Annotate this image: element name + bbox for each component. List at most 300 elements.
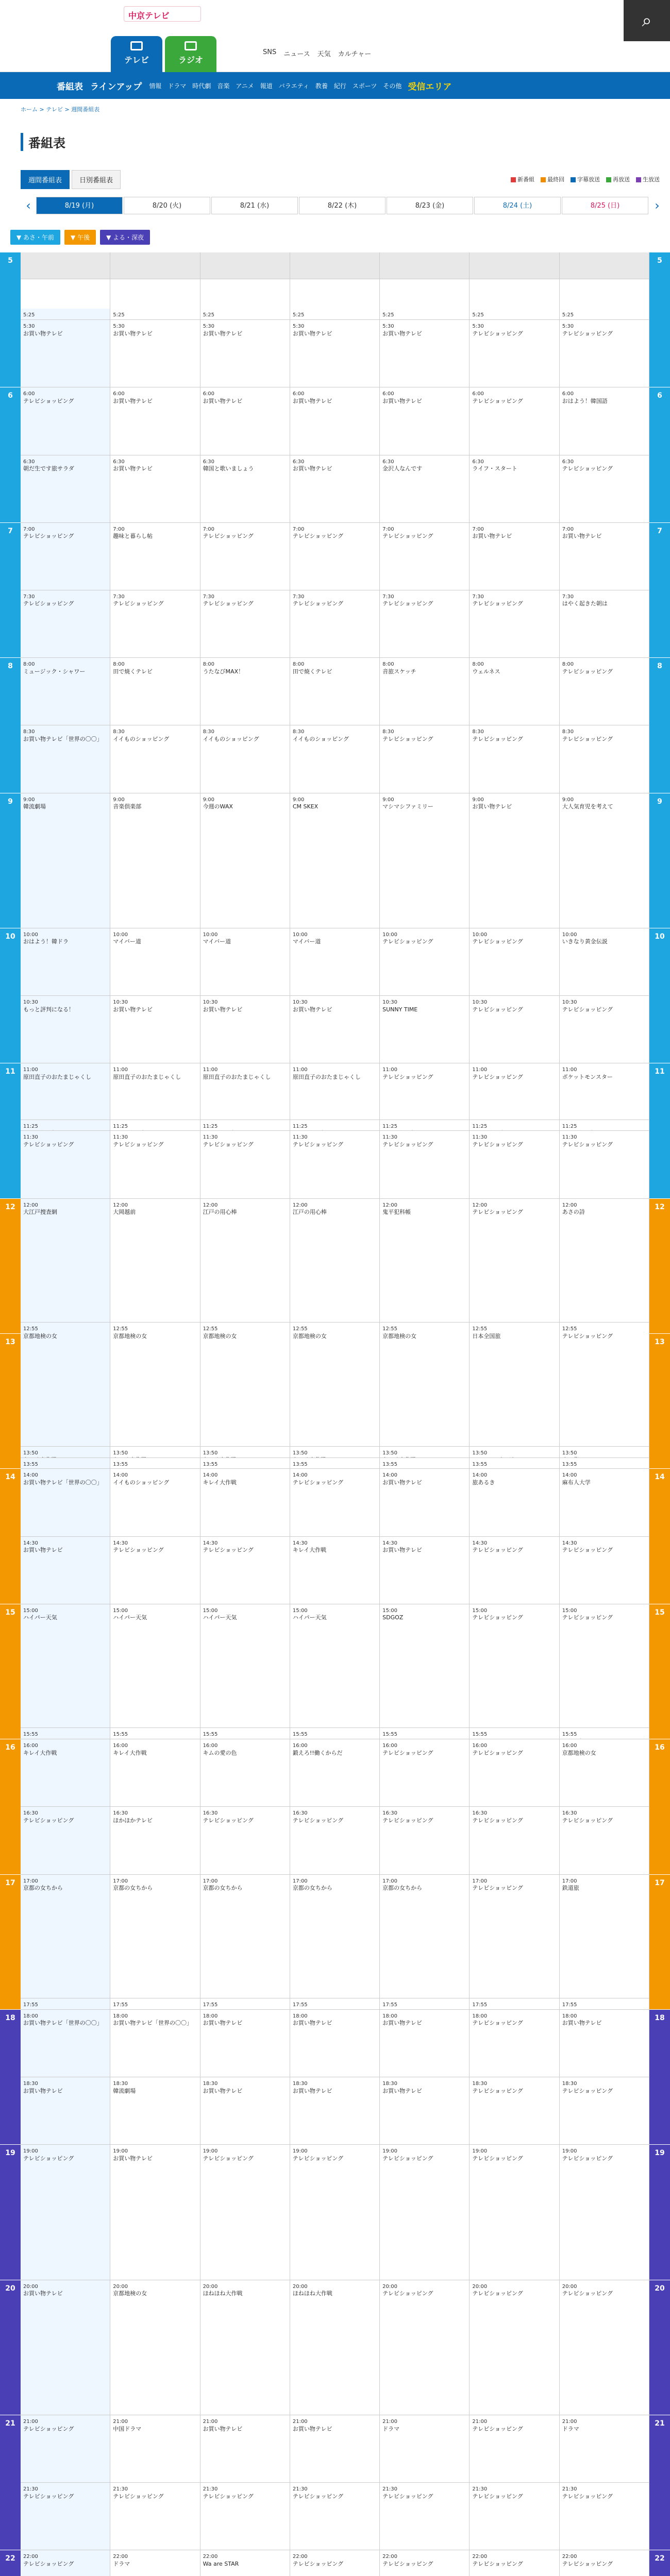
program-cell[interactable] xyxy=(470,1447,559,1458)
program-cell[interactable] xyxy=(200,2280,290,2415)
program-cell[interactable] xyxy=(110,2145,199,2280)
program-cell[interactable] xyxy=(200,1323,290,1447)
nav-item-6[interactable]: アニメ xyxy=(236,82,254,90)
program-cell[interactable] xyxy=(200,658,290,725)
program-cell[interactable] xyxy=(21,1469,110,1536)
tab-weekly[interactable]: 週間番組表 xyxy=(21,170,70,189)
program-cell[interactable] xyxy=(290,590,379,658)
program-cell[interactable] xyxy=(200,1728,290,1739)
program-cell[interactable] xyxy=(380,1728,469,1739)
program-cell[interactable] xyxy=(21,1807,110,1874)
program-cell[interactable] xyxy=(560,1120,649,1131)
program-cell[interactable] xyxy=(200,1537,290,1604)
program-time: 21:30 xyxy=(472,2486,488,2493)
program-cell[interactable] xyxy=(380,320,469,387)
program-cell[interactable] xyxy=(290,1739,379,1807)
program-cell[interactable] xyxy=(110,2550,199,2576)
nav-item-7[interactable]: 報道 xyxy=(260,82,273,90)
program-cell[interactable] xyxy=(110,2483,199,2550)
program-title: お買い物テレビ xyxy=(113,1006,153,1013)
program-cell[interactable] xyxy=(21,2415,110,2483)
program-title: キレイ大作戦 xyxy=(203,1479,237,1486)
program-cell[interactable] xyxy=(200,320,290,387)
program-cell[interactable] xyxy=(110,1063,199,1120)
program-cell[interactable] xyxy=(110,1728,199,1739)
program-cell[interactable] xyxy=(470,2010,559,2077)
program-cell[interactable] xyxy=(380,1604,469,1728)
nav-item-1[interactable]: ラインアップ xyxy=(90,81,142,92)
program-time: 19:00 xyxy=(23,2148,38,2155)
program-cell[interactable] xyxy=(380,1739,469,1807)
program-cell[interactable] xyxy=(110,1131,199,1198)
program-cell[interactable] xyxy=(200,1469,290,1536)
program-title: テレビショッピング xyxy=(203,2155,254,2162)
program-cell[interactable] xyxy=(110,996,199,1063)
program-cell[interactable] xyxy=(380,1323,469,1447)
program-cell[interactable] xyxy=(200,1447,290,1458)
program-title: おはよう！韓国語 xyxy=(562,397,608,404)
program-cell[interactable] xyxy=(110,1807,199,1874)
program-cell[interactable] xyxy=(290,1199,379,1323)
program-cell[interactable] xyxy=(560,725,649,793)
program-cell[interactable] xyxy=(110,725,199,793)
program-cell[interactable] xyxy=(110,2415,199,2483)
program-cell[interactable] xyxy=(290,1063,379,1120)
program-cell[interactable] xyxy=(21,1537,110,1604)
program-cell[interactable] xyxy=(560,793,649,928)
program-cell[interactable] xyxy=(560,590,649,658)
program-cell[interactable] xyxy=(110,309,199,320)
program-cell[interactable] xyxy=(380,1537,469,1604)
program-cell[interactable] xyxy=(200,725,290,793)
program-cell[interactable] xyxy=(380,309,469,320)
program-cell[interactable] xyxy=(380,1120,469,1131)
program-cell[interactable] xyxy=(21,1063,110,1120)
program-title: お買い物テレビ xyxy=(203,330,243,337)
program-cell[interactable] xyxy=(110,523,199,590)
program-cell[interactable] xyxy=(470,1120,559,1131)
program-cell[interactable] xyxy=(290,1604,379,1728)
program-cell[interactable] xyxy=(200,1120,290,1131)
program-cell[interactable] xyxy=(200,2010,290,2077)
program-cell[interactable] xyxy=(290,1120,379,1131)
program-cell[interactable] xyxy=(21,1131,110,1198)
program-cell[interactable] xyxy=(380,1131,469,1198)
program-cell[interactable] xyxy=(200,2550,290,2576)
program-cell[interactable] xyxy=(21,523,110,590)
program-cell[interactable] xyxy=(290,320,379,387)
program-cell[interactable] xyxy=(110,793,199,928)
nav-item-0[interactable]: 番組表 xyxy=(57,81,83,92)
program-cell[interactable] xyxy=(290,2145,379,2280)
program-cell[interactable] xyxy=(200,387,290,455)
day-tab-6[interactable]: 8/25 (日) xyxy=(562,197,648,214)
program-cell[interactable] xyxy=(560,1728,649,1739)
program-cell[interactable] xyxy=(470,2483,559,2550)
program-cell[interactable] xyxy=(110,1323,199,1447)
program-cell[interactable] xyxy=(470,1875,559,1999)
program-cell[interactable] xyxy=(21,996,110,1063)
program-cell[interactable] xyxy=(380,1807,469,1874)
program-cell[interactable] xyxy=(290,725,379,793)
top-link-culture[interactable]: カルチャー xyxy=(338,50,372,58)
time-jump-1[interactable]: ▼ 午後 xyxy=(64,230,96,245)
program-cell[interactable] xyxy=(470,2280,559,2415)
program-cell[interactable] xyxy=(200,590,290,658)
day-tab-4[interactable]: 8/23 (金) xyxy=(387,197,473,214)
program-cell[interactable] xyxy=(110,1537,199,1604)
program-cell[interactable] xyxy=(21,1323,110,1447)
program-cell[interactable] xyxy=(110,320,199,387)
top-link-sns[interactable]: SNS xyxy=(263,48,277,56)
program-time: 7:00 xyxy=(382,526,394,532)
program-cell[interactable] xyxy=(200,1458,290,1469)
program-cell[interactable] xyxy=(560,1875,649,1999)
program-cell[interactable] xyxy=(21,1120,110,1131)
program-cell[interactable] xyxy=(560,320,649,387)
program-cell[interactable] xyxy=(290,1469,379,1536)
program-time: 21:30 xyxy=(292,2486,308,2493)
nav-item-9[interactable]: 教養 xyxy=(315,82,328,90)
program-cell[interactable] xyxy=(200,2415,290,2483)
day-tab-1[interactable]: 8/20 (火) xyxy=(124,197,210,214)
program-cell[interactable] xyxy=(290,2483,379,2550)
program-time: 17:00 xyxy=(382,1878,397,1884)
program-cell[interactable] xyxy=(560,658,649,725)
program-cell[interactable] xyxy=(110,1469,199,1536)
program-cell[interactable] xyxy=(290,1458,379,1469)
program-cell[interactable] xyxy=(380,2550,469,2576)
program-cell[interactable] xyxy=(560,1604,649,1728)
program-cell[interactable] xyxy=(200,2145,290,2280)
program-cell[interactable] xyxy=(110,1998,199,2010)
program-cell[interactable] xyxy=(290,387,379,455)
program-cell[interactable] xyxy=(560,1998,649,2010)
program-cell[interactable] xyxy=(560,2415,649,2483)
program-cell[interactable] xyxy=(21,2010,110,2077)
program-cell[interactable] xyxy=(290,455,379,523)
day-tab-0[interactable]: 8/19 (月) xyxy=(36,197,123,214)
program-cell[interactable] xyxy=(560,928,649,996)
program-cell[interactable] xyxy=(290,658,379,725)
program-cell[interactable] xyxy=(380,2145,469,2280)
program-cell[interactable] xyxy=(200,523,290,590)
program-cell[interactable] xyxy=(470,1537,559,1604)
program-cell[interactable] xyxy=(200,309,290,320)
program-title: 鍛えろ!!働くからだ xyxy=(292,1749,343,1756)
program-cell[interactable] xyxy=(560,387,649,455)
program-cell[interactable] xyxy=(21,1604,110,1728)
program-cell[interactable] xyxy=(290,1807,379,1874)
program-cell[interactable] xyxy=(380,1063,469,1120)
program-cell[interactable] xyxy=(470,1199,559,1323)
program-cell[interactable] xyxy=(290,1131,379,1198)
program-cell[interactable] xyxy=(560,2550,649,2576)
top-link-weather[interactable]: 天気 xyxy=(317,50,331,58)
program-cell[interactable] xyxy=(380,1199,469,1323)
program-cell[interactable] xyxy=(380,455,469,523)
program-cell[interactable] xyxy=(380,1458,469,1469)
program-cell[interactable] xyxy=(560,523,649,590)
program-cell[interactable] xyxy=(470,658,559,725)
program-cell[interactable] xyxy=(380,2010,469,2077)
nav-item-2[interactable]: 情報 xyxy=(149,82,162,90)
program-cell[interactable] xyxy=(21,658,110,725)
program-time: 21:30 xyxy=(113,2486,128,2493)
program-cell[interactable] xyxy=(200,455,290,523)
program-cell[interactable] xyxy=(470,1807,559,1874)
program-cell[interactable] xyxy=(290,2010,379,2077)
program-cell[interactable] xyxy=(290,1875,379,1999)
program-cell[interactable] xyxy=(380,928,469,996)
program-cell[interactable] xyxy=(380,523,469,590)
program-cell[interactable] xyxy=(380,996,469,1063)
program-cell[interactable] xyxy=(21,387,110,455)
program-cell[interactable] xyxy=(110,387,199,455)
program-title: テレビショッピング xyxy=(23,2493,74,2500)
program-time: 5:25 xyxy=(113,312,125,318)
program-title: テレビショッピング xyxy=(562,2560,613,2567)
program-cell[interactable] xyxy=(470,2415,559,2483)
program-cell[interactable] xyxy=(290,2280,379,2415)
program-cell[interactable] xyxy=(110,2280,199,2415)
program-time: 14:30 xyxy=(472,1540,488,1546)
program-cell[interactable] xyxy=(21,1199,110,1323)
program-cell[interactable] xyxy=(470,1739,559,1807)
program-cell[interactable] xyxy=(290,309,379,320)
program-cell[interactable] xyxy=(470,2077,559,2145)
program-cell[interactable] xyxy=(110,1458,199,1469)
program-cell[interactable] xyxy=(110,590,199,658)
program-cell[interactable] xyxy=(200,2483,290,2550)
program-cell[interactable] xyxy=(560,1537,649,1604)
program-cell[interactable] xyxy=(200,1199,290,1323)
program-cell[interactable] xyxy=(470,309,559,320)
nav-item-8[interactable]: バラエティ xyxy=(278,82,309,90)
program-cell[interactable] xyxy=(110,2010,199,2077)
program-cell[interactable] xyxy=(21,1447,110,1458)
nav-item-5[interactable]: 音楽 xyxy=(217,82,230,90)
program-cell[interactable] xyxy=(21,1458,110,1469)
program-cell[interactable] xyxy=(560,2280,649,2415)
program-cell[interactable] xyxy=(470,1469,559,1536)
program-cell[interactable] xyxy=(560,309,649,320)
program-cell[interactable] xyxy=(470,590,559,658)
top-link-news[interactable]: ニュース xyxy=(283,50,310,58)
program-cell[interactable] xyxy=(560,455,649,523)
program-time: 14:30 xyxy=(562,1540,577,1546)
program-cell[interactable] xyxy=(380,2415,469,2483)
program-cell[interactable] xyxy=(290,1323,379,1447)
program-cell[interactable] xyxy=(110,2077,199,2145)
program-cell[interactable] xyxy=(380,1447,469,1458)
program-cell[interactable] xyxy=(290,1728,379,1739)
program-cell[interactable] xyxy=(110,1604,199,1728)
program-cell[interactable] xyxy=(200,1604,290,1728)
program-cell[interactable] xyxy=(470,1458,559,1469)
program-title: テレビショッピング xyxy=(23,2560,74,2567)
program-cell[interactable] xyxy=(470,1728,559,1739)
program-cell[interactable] xyxy=(560,1807,649,1874)
program-time: 15:55 xyxy=(562,1732,577,1738)
program-cell[interactable] xyxy=(470,320,559,387)
time-jump-2[interactable]: ▼ よる・深夜 xyxy=(100,230,150,245)
program-cell[interactable] xyxy=(380,1998,469,2010)
day-tab-3[interactable]: 8/22 (木) xyxy=(299,197,386,214)
program-cell[interactable] xyxy=(110,455,199,523)
program-cell[interactable] xyxy=(560,1131,649,1198)
program-cell[interactable] xyxy=(470,1998,559,2010)
program-cell[interactable] xyxy=(110,1199,199,1323)
program-cell[interactable] xyxy=(200,1807,290,1874)
program-cell[interactable] xyxy=(200,1131,290,1198)
hour-label: 12 xyxy=(649,1199,670,1334)
program-cell[interactable] xyxy=(290,1537,379,1604)
program-cell[interactable] xyxy=(21,793,110,928)
tab-daily[interactable]: 日別番組表 xyxy=(72,170,121,189)
program-cell[interactable] xyxy=(21,2280,110,2415)
program-cell[interactable] xyxy=(380,793,469,928)
program-cell[interactable] xyxy=(21,2550,110,2576)
program-time: 18:30 xyxy=(203,2081,218,2087)
program-cell[interactable] xyxy=(110,658,199,725)
program-cell[interactable] xyxy=(200,928,290,996)
program-cell[interactable] xyxy=(290,523,379,590)
search-button[interactable] xyxy=(624,0,670,41)
program-cell[interactable] xyxy=(21,2483,110,2550)
program-cell[interactable] xyxy=(560,1739,649,1807)
program-cell[interactable] xyxy=(21,2077,110,2145)
media-tab-tv[interactable]: テレビ xyxy=(111,36,162,72)
program-cell[interactable] xyxy=(200,1739,290,1807)
program-time: 17:00 xyxy=(203,1878,218,1884)
site-logo[interactable]: 中京テレビ xyxy=(124,6,201,22)
program-cell[interactable] xyxy=(290,2415,379,2483)
program-cell[interactable] xyxy=(290,996,379,1063)
program-cell[interactable] xyxy=(380,387,469,455)
program-cell[interactable] xyxy=(380,2077,469,2145)
program-title: お買い物テレビ xyxy=(382,1479,422,1486)
program-cell[interactable] xyxy=(470,1131,559,1198)
time-jump-0[interactable]: ▼ あさ・午前 xyxy=(10,230,60,245)
program-cell[interactable] xyxy=(110,928,199,996)
program-cell[interactable] xyxy=(21,1875,110,1999)
program-cell[interactable] xyxy=(200,1063,290,1120)
program-cell[interactable] xyxy=(290,1998,379,2010)
program-cell[interactable] xyxy=(470,1323,559,1447)
program-cell[interactable] xyxy=(110,1739,199,1807)
program-cell[interactable] xyxy=(470,725,559,793)
day-tab-5[interactable]: 8/24 (土) xyxy=(474,197,561,214)
program-cell[interactable] xyxy=(560,996,649,1063)
program-title: テレビショッピング xyxy=(562,1817,613,1824)
program-time: 21:30 xyxy=(203,2486,218,2493)
program-title: 今週のWAX xyxy=(203,803,233,810)
program-time: 6:30 xyxy=(562,459,574,465)
program-cell[interactable] xyxy=(470,455,559,523)
nav-item-10[interactable]: 紀行 xyxy=(333,82,346,90)
program-cell[interactable] xyxy=(290,793,379,928)
program-cell[interactable] xyxy=(470,2145,559,2280)
program-cell[interactable] xyxy=(560,2483,649,2550)
program-cell[interactable] xyxy=(290,928,379,996)
program-cell[interactable] xyxy=(560,1199,649,1323)
program-time: 16:00 xyxy=(292,1743,308,1749)
next-week-arrow[interactable]: › xyxy=(655,198,660,213)
nav-item-12[interactable]: その他 xyxy=(383,82,402,90)
program-cell[interactable] xyxy=(110,1875,199,1999)
program-cell[interactable] xyxy=(560,1447,649,1458)
nav-item-13[interactable]: 受信エリア xyxy=(408,81,452,92)
program-cell[interactable] xyxy=(560,1458,649,1469)
program-cell[interactable] xyxy=(470,2550,559,2576)
program-cell[interactable] xyxy=(380,2280,469,2415)
program-cell[interactable] xyxy=(21,2145,110,2280)
program-cell[interactable] xyxy=(380,658,469,725)
program-cell[interactable] xyxy=(560,2145,649,2280)
program-cell[interactable] xyxy=(110,1120,199,1131)
program-cell[interactable] xyxy=(560,1063,649,1120)
program-cell[interactable] xyxy=(560,1469,649,1536)
program-title: テレビショッピング xyxy=(472,2087,523,2094)
program-cell[interactable] xyxy=(21,1739,110,1807)
media-tab-radio[interactable]: ラジオ xyxy=(165,36,216,72)
nav-item-11[interactable]: スポーツ xyxy=(352,82,377,90)
program-cell[interactable] xyxy=(470,523,559,590)
program-cell[interactable] xyxy=(290,1447,379,1458)
program-cell[interactable] xyxy=(200,793,290,928)
program-cell[interactable] xyxy=(21,1998,110,2010)
prev-week-arrow[interactable]: ‹ xyxy=(26,198,31,213)
program-title: マシマシファミリー xyxy=(382,803,433,810)
program-cell[interactable] xyxy=(21,590,110,658)
legend-swatch xyxy=(541,177,546,182)
program-cell[interactable] xyxy=(380,590,469,658)
program-cell[interactable] xyxy=(380,1469,469,1536)
program-cell[interactable] xyxy=(21,1728,110,1739)
day-tab-2[interactable]: 8/21 (水) xyxy=(211,197,298,214)
program-cell[interactable] xyxy=(21,928,110,996)
program-cell[interactable] xyxy=(200,996,290,1063)
program-cell[interactable] xyxy=(21,309,110,320)
nav-item-3[interactable]: ドラマ xyxy=(167,82,187,90)
program-title: テレビショッピング xyxy=(382,2560,433,2567)
program-cell[interactable] xyxy=(200,2077,290,2145)
program-cell[interactable] xyxy=(380,725,469,793)
program-cell[interactable] xyxy=(21,725,110,793)
program-cell[interactable] xyxy=(110,1447,199,1458)
program-cell[interactable] xyxy=(290,2077,379,2145)
program-time: 22:00 xyxy=(472,2554,488,2560)
program-cell[interactable] xyxy=(290,2550,379,2576)
program-cell[interactable] xyxy=(470,1063,559,1120)
program-cell[interactable] xyxy=(200,1998,290,2010)
program-cell[interactable] xyxy=(560,2077,649,2145)
program-cell[interactable] xyxy=(21,320,110,387)
program-cell[interactable] xyxy=(470,387,559,455)
program-cell[interactable] xyxy=(470,793,559,928)
program-cell[interactable] xyxy=(560,1323,649,1447)
program-cell[interactable] xyxy=(560,2010,649,2077)
program-cell[interactable] xyxy=(380,1875,469,1999)
program-cell[interactable] xyxy=(470,996,559,1063)
program-cell[interactable] xyxy=(470,1604,559,1728)
program-cell[interactable] xyxy=(470,928,559,996)
program-cell[interactable] xyxy=(200,1875,290,1999)
program-cell[interactable] xyxy=(380,2483,469,2550)
nav-item-4[interactable]: 時代劇 xyxy=(192,82,211,90)
program-cell[interactable] xyxy=(21,455,110,523)
